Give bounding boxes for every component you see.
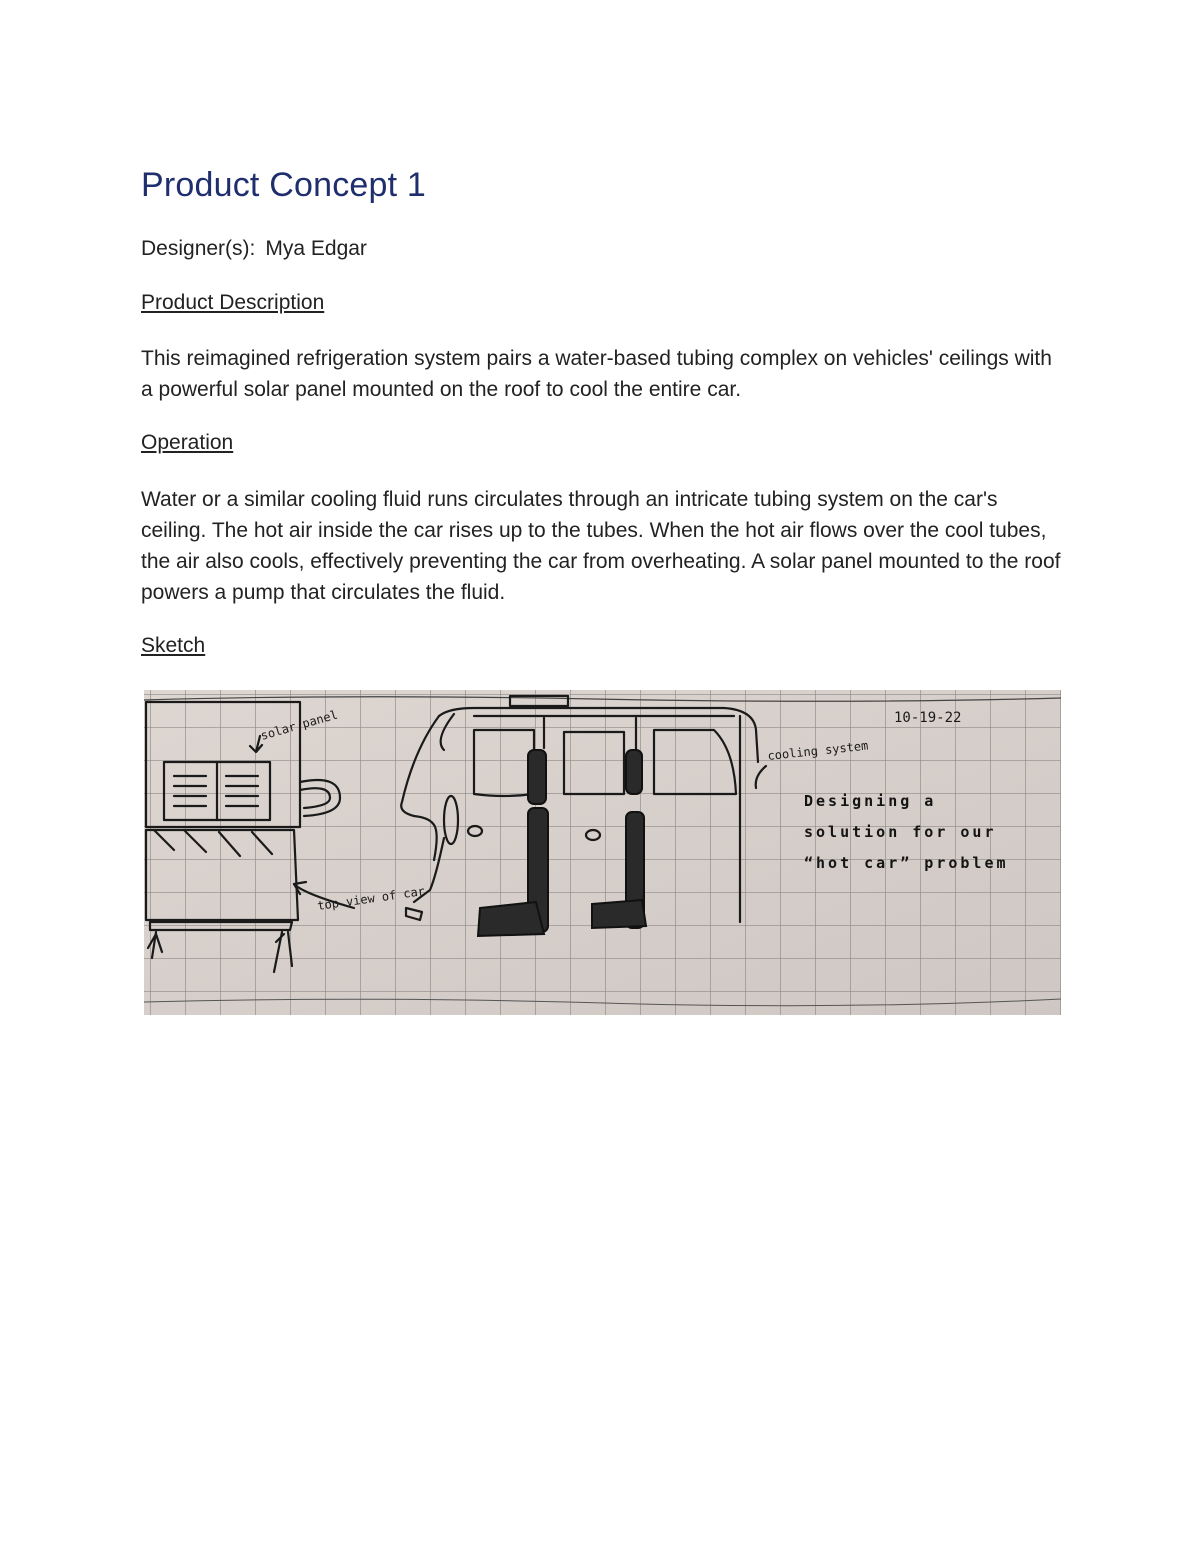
designer-line (141, 237, 367, 261)
sketch-drawing (144, 690, 1061, 1015)
operation-heading: Operation (141, 431, 234, 454)
designer-label: Designer(s): (141, 237, 256, 260)
description-heading: Product Description (141, 291, 325, 314)
operation-body: Water or a similar cooling fluid runs circulates through an intricate tubing system on the car's ceiling. The hot air inside the car rises up to the tubes. When the hot air flows over the cool tubes, the air also cools, effectively preventing the car from overheating. A solar panel mounted to the roof powers a pump that circulates the fluid. (141, 488, 1061, 604)
cooling-system-note: cooling system (766, 738, 869, 763)
solar-panel-note: solar panel (258, 707, 340, 743)
sketch-heading: Sketch (141, 634, 206, 657)
page-title: Product Concept 1 (141, 166, 427, 204)
description-body: This reimagined refrigeration system pairs a water-based tubing complex on vehicles' ceilings with a powerful solar panel mounted on the roof to cool the entire car. (141, 347, 1052, 401)
sketch-caption: Designing a solution for our “hot car” problem (804, 792, 1009, 872)
sketch-date: 10-19-22 (894, 710, 962, 726)
designer-name: Mya Edgar (265, 237, 367, 260)
top-view-note: top view of car (316, 884, 426, 913)
sketch-image (144, 690, 1061, 1015)
